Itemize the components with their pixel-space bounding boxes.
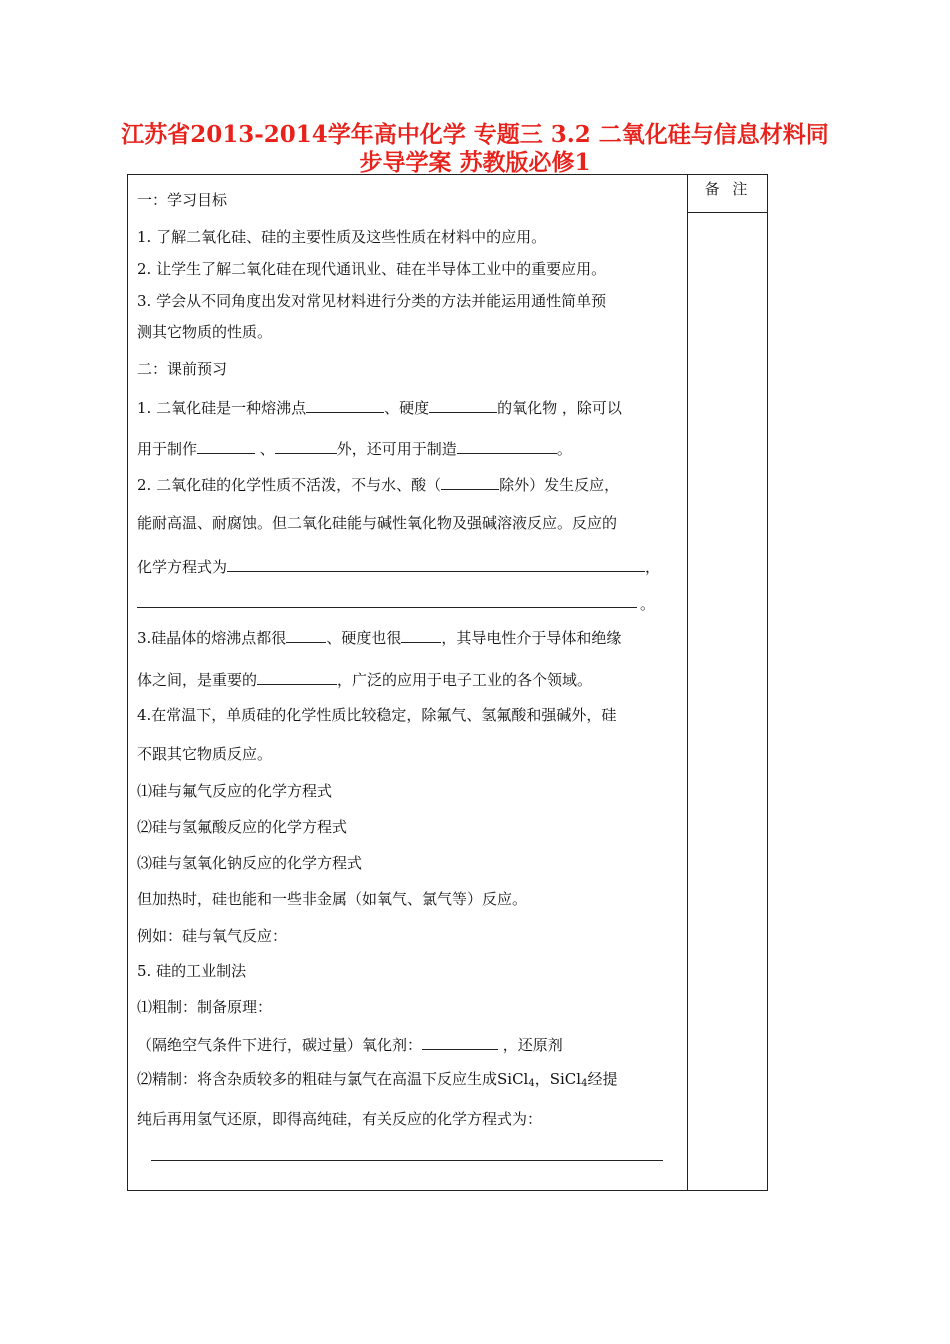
question-2-line-2: 能耐高温、耐腐蚀。但二氧化硅能与碱性氧化物及强碱溶液反应。反应的 bbox=[137, 514, 618, 532]
question-text: 2. 二氧化硅的化学性质不活泼，不与水、酸（ bbox=[137, 476, 442, 494]
answer-line[interactable] bbox=[151, 1160, 663, 1161]
notes-column-divider bbox=[687, 174, 688, 1191]
question-text: 外，还可用于制造 bbox=[336, 440, 457, 458]
question-1-line-1 bbox=[137, 396, 622, 418]
fill-blank[interactable] bbox=[441, 473, 499, 490]
subscript: 4 bbox=[528, 1078, 535, 1089]
question-4-line-4: 例如：硅与氧气反应： bbox=[137, 927, 288, 945]
question-text: ，还原剂 bbox=[498, 1036, 563, 1054]
question-5-heading: 5. 硅的工业制法 bbox=[137, 962, 247, 980]
fill-blank[interactable] bbox=[457, 437, 557, 454]
answer-line[interactable] bbox=[137, 607, 637, 608]
fill-blank[interactable] bbox=[401, 626, 441, 643]
question-3-line-2 bbox=[137, 668, 592, 690]
question-text: 、 bbox=[255, 440, 275, 458]
question-text: ，其导电性介于导体和绝缘 bbox=[441, 629, 622, 647]
question-text: 1. 二氧化硅是一种熔沸点 bbox=[137, 399, 307, 417]
fill-blank[interactable] bbox=[306, 396, 384, 413]
question-text: 、硬度也很 bbox=[326, 629, 402, 647]
question-4-item-1: ⑴硅与氟气反应的化学方程式 bbox=[137, 782, 333, 800]
objective-3-line-2: 测其它物质的性质。 bbox=[137, 323, 273, 341]
objective-3-line-1: 3. 学会从不同角度出发对常见材料进行分类的方法并能运用通性简单预 bbox=[137, 292, 607, 310]
question-text: 除外）发生反应， bbox=[499, 476, 620, 494]
objective-1: 1. 了解二氧化硅、硅的主要性质及这些性质在材料中的应用。 bbox=[137, 228, 547, 246]
fill-blank[interactable] bbox=[286, 626, 326, 643]
notes-header-separator bbox=[687, 212, 768, 213]
question-1-line-2 bbox=[137, 437, 572, 459]
fill-blank[interactable] bbox=[275, 437, 337, 454]
fill-blank[interactable] bbox=[227, 555, 645, 572]
question-text: 化学方程式为 bbox=[137, 558, 228, 576]
fill-blank[interactable] bbox=[257, 668, 337, 685]
question-text: 3.硅晶体的熔沸点都很 bbox=[137, 629, 287, 647]
question-5-item-2-line-1 bbox=[137, 1069, 617, 1094]
question-4-item-3: ⑶硅与氢氧化钠反应的化学方程式 bbox=[137, 854, 363, 872]
fill-blank[interactable] bbox=[197, 437, 255, 454]
question-text: ，广泛的应用于电子工业的各个领域。 bbox=[337, 671, 593, 689]
question-4-line-1: 4.在常温下，单质硅的化学性质比较稳定，除氟气、氢氟酸和强碱外，硅 bbox=[137, 706, 617, 724]
question-4-line-2: 不跟其它物质反应。 bbox=[137, 745, 273, 763]
question-text: 的氧化物 ，除可以 bbox=[497, 399, 622, 417]
question-5-item-1-line-2 bbox=[137, 1033, 563, 1055]
question-text: ，SiCl bbox=[534, 1070, 582, 1088]
section-heading-preview: 二：课前预习 bbox=[137, 360, 228, 378]
question-text: 经提 bbox=[587, 1070, 618, 1088]
fill-blank[interactable] bbox=[422, 1033, 498, 1050]
question-4-line-3: 但加热时，硅也能和一些非金属（如氧气、氯气等）反应。 bbox=[137, 890, 528, 908]
document-title-line-1: 江苏省2013-2014学年高中化学 专题三 3.2 二氧化硅与信息材料同 bbox=[121, 121, 829, 148]
question-text: ⑵精制：将含杂质较多的粗硅与氯气在高温下反应生成SiCl bbox=[137, 1070, 529, 1088]
document-title-line-2: 步导学案 苏教版必修1 bbox=[359, 149, 591, 176]
question-2-end: 。 bbox=[640, 595, 656, 613]
question-4-item-2: ⑵硅与氢氟酸反应的化学方程式 bbox=[137, 818, 348, 836]
fill-blank[interactable] bbox=[429, 396, 497, 413]
question-5-item-2-line-2: 纯后再用氢气还原，即得高纯硅，有关反应的化学方程式为： bbox=[137, 1110, 543, 1128]
question-2-line-3 bbox=[137, 555, 660, 577]
question-5-item-1: ⑴粗制：制备原理： bbox=[137, 998, 273, 1016]
question-2-line-1 bbox=[137, 473, 619, 495]
question-text: 、硬度 bbox=[384, 399, 430, 417]
question-text: （隔绝空气条件下进行，碳过量）氧化剂： bbox=[137, 1036, 423, 1054]
subscript: 4 bbox=[581, 1078, 588, 1089]
question-text: 。 bbox=[556, 440, 572, 458]
notes-column-header: 备 注 bbox=[704, 180, 752, 198]
question-text: ， bbox=[645, 558, 661, 576]
question-3-line-1 bbox=[137, 626, 621, 648]
section-heading-objectives: 一：学习目标 bbox=[137, 191, 228, 209]
question-text: 用于制作 bbox=[137, 440, 198, 458]
objective-2: 2. 让学生了解二氧化硅在现代通讯业、硅在半导体工业中的重要应用。 bbox=[137, 260, 607, 278]
question-text: 体之间，是重要的 bbox=[137, 671, 258, 689]
